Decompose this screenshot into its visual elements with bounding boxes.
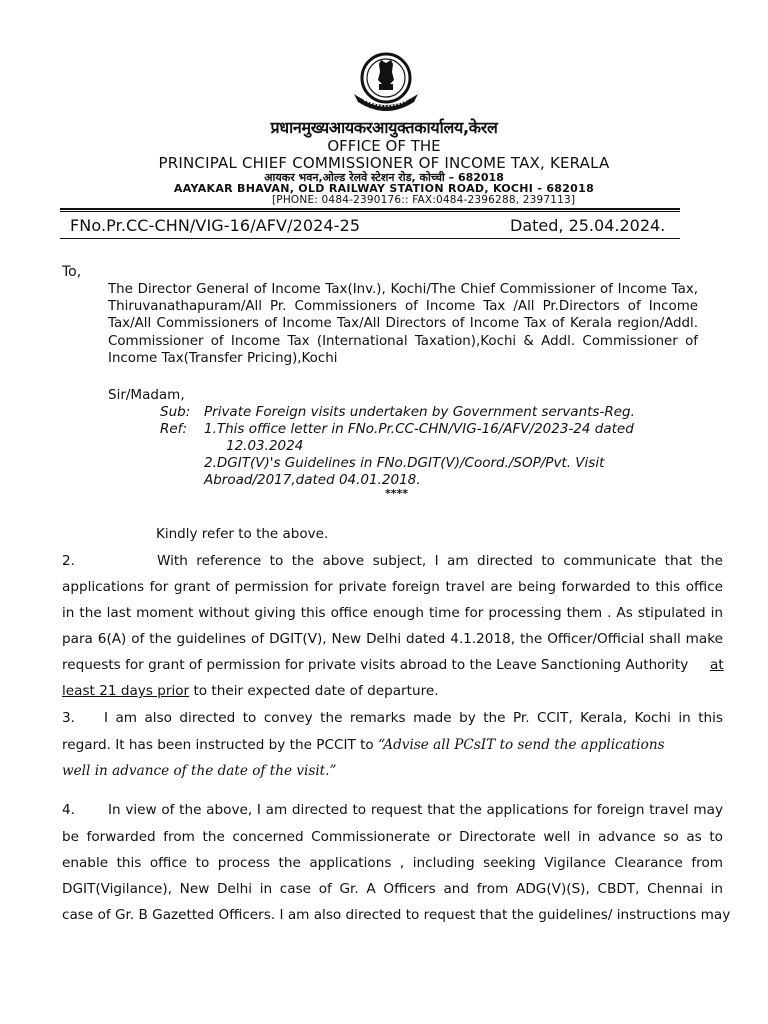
header-rule-thin: [60, 211, 680, 212]
ref-rule-bottom: [60, 238, 680, 239]
pccit-quote: “Advise all PCsIT to send the applications: [378, 737, 665, 753]
para2-underlined: least 21 days prior: [62, 683, 190, 699]
para2-line: requests for grant of permission for private visits abroad to the Leave Sanctioning Authority: [62, 657, 689, 673]
separator-stars: ****: [385, 487, 409, 500]
para-number: 3.: [62, 710, 75, 726]
address-hindi: आयकर भवन,ओल्ड रेलवे स्टेशन रोड, कोच्ची – 682018: [264, 171, 504, 184]
reference-line: 1.This office letter in FNo.Pr.CC-CHN/VIG-16/AFV/2023-24 dated: [204, 421, 634, 437]
addressee-line: Thiruvanathapuram/All Pr. Commissioners of Income Tax /All Pr.Directors of Income: [108, 299, 698, 315]
para3-line: [62, 737, 665, 753]
salutation: Sir/Madam,: [108, 387, 185, 403]
para-number: 2.: [62, 553, 75, 569]
income-tax-department-emblem: [348, 50, 424, 114]
pccit-quote-end: well in advance of the date of the visit.”: [62, 763, 337, 779]
to-label: To,: [62, 264, 82, 280]
office-name-hindi: प्रधानमुख्यआयकरआयुक्तकार्यालय,केरल: [270, 118, 498, 137]
reference-line: 2.DGIT(V)'s Guidelines in FNo.DGIT(V)/Coord./SOP/Pvt. Visit: [204, 455, 605, 471]
letter-date: Dated, 25.04.2024.: [510, 216, 666, 235]
para3-text: regard. It has been instructed by the PCCIT to: [62, 737, 379, 753]
addressee-line: The Director General of Income Tax(Inv.), Kochi/The Chief Commissioner of Income Tax,: [108, 282, 698, 297]
addressee-line: Commissioner of Income Tax (International Taxation),Kochi & Addl. Commissioner of: [108, 333, 698, 349]
para-number: 4.: [62, 802, 75, 818]
subject-label: Sub:: [160, 404, 191, 420]
para2-line: With reference to the above subject, I am directed to communicate that the: [157, 553, 723, 569]
para2-underlined: at: [710, 657, 724, 673]
para4-line: case of Gr. B Gazetted Officers. I am also directed to request that the guidelines/ instructions may: [62, 907, 731, 923]
para2-line: applications for grant of permission for private foreign travel are being forwarded to this office: [62, 579, 723, 595]
subject-text: Private Foreign visits undertaken by Government servants-Reg.: [204, 404, 635, 420]
file-number: FNo.Pr.CC-CHN/VIG-16/AFV/2024-25: [70, 216, 361, 235]
para4-line: enable this office to process the applications , including seeking Vigilance Clearance from: [62, 855, 723, 871]
para2-text: to their expected date of departure.: [189, 683, 439, 699]
header-rule-top: [60, 208, 680, 210]
para3-line: I am also directed to convey the remarks made by the Pr. CCIT, Kerala, Kochi in this: [104, 710, 723, 726]
addressee-line: Income Tax(Transfer Pricing),Kochi: [108, 350, 338, 366]
addressee-line: Tax/All Commissioners of Income Tax/All Directors of Income Tax of Kerala region/Addl.: [108, 316, 698, 332]
reference-label: Ref:: [160, 421, 187, 437]
para4-line: In view of the above, I am directed to request that the applications for foreign travel may: [108, 802, 723, 818]
para4-line: DGIT(Vigilance), New Delhi in case of Gr. A Officers and from ADG(V)(S), CBDT, Chennai in: [62, 881, 723, 897]
addressee-block: [108, 281, 698, 367]
office-of-the: OFFICE OF THE: [327, 137, 441, 155]
office-name: PRINCIPAL CHIEF COMMISSIONER OF INCOME TAX, KERALA: [158, 154, 610, 172]
reference-line: Abroad/2017,dated 04.01.2018.: [204, 472, 421, 488]
para2-line-last: [62, 683, 439, 699]
para2-line: in the last moment without giving this office enough time for processing them . As stipulated in: [62, 605, 723, 621]
para2-line: para 6(A) of the guidelines of DGIT(V), New Delhi dated 4.1.2018, the Officer/Official shall make: [62, 631, 723, 647]
reference-line: 12.03.2024: [226, 438, 304, 454]
phone-fax: [PHONE: 0484-2390176:: FAX:0484-2396288, 2397113]: [272, 194, 576, 206]
kindly-refer: Kindly refer to the above.: [156, 526, 329, 542]
para4-line: be forwarded from the concerned Commissionerate or Directorate well in advance so as to: [62, 829, 723, 845]
office-address: AAYAKAR BHAVAN, OLD RAILWAY STATION ROAD, KOCHI - 682018: [173, 182, 595, 195]
